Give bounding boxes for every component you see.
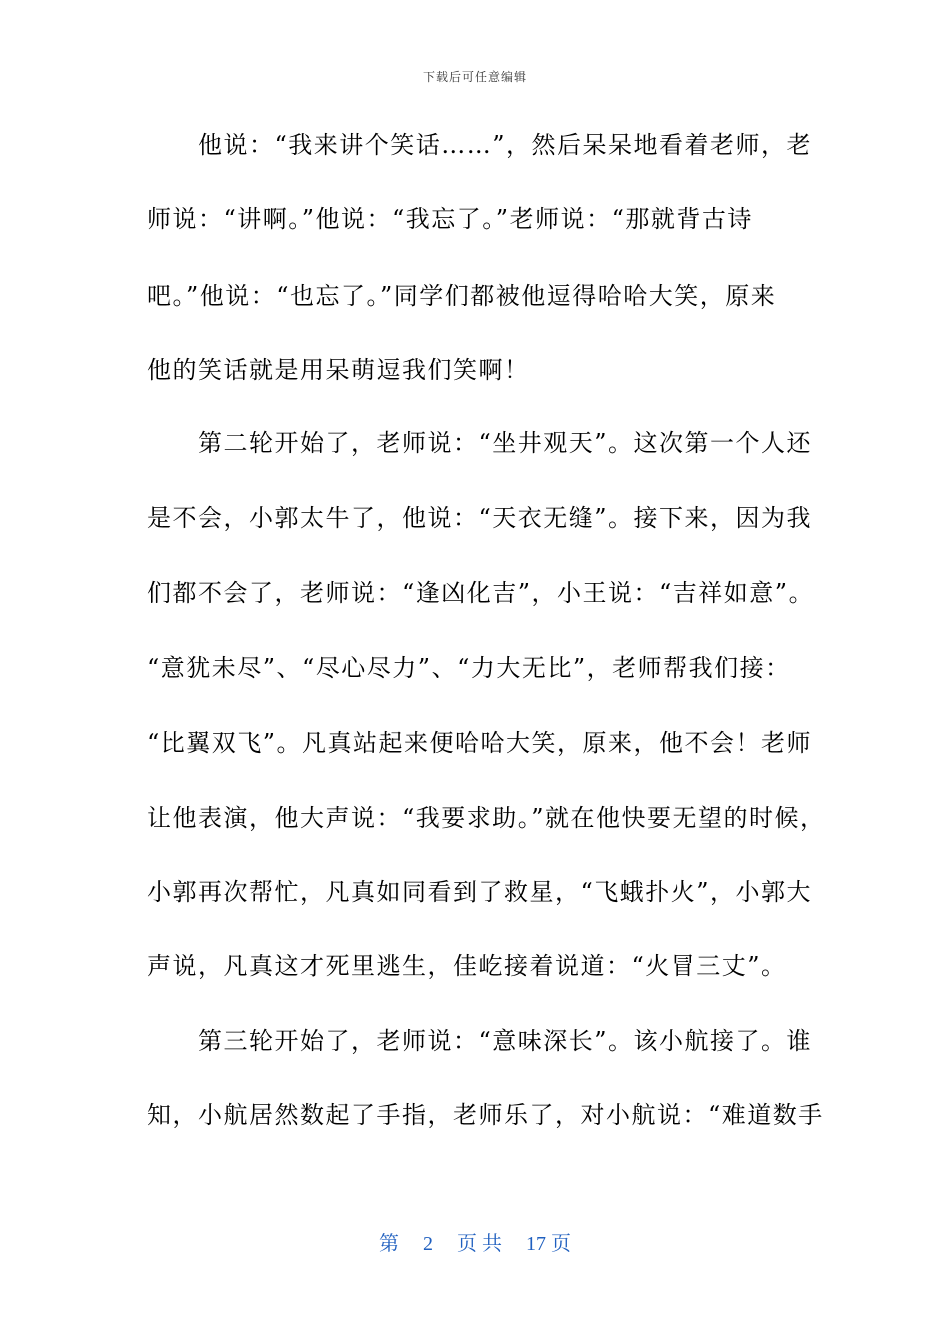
text-line: 他说：“我来讲个笑话……”，然后呆呆地看着老师，老 — [147, 131, 813, 159]
text-line: 第三轮开始了，老师说：“意味深长”。该小航接了。谁 — [147, 1027, 813, 1055]
text-line: 们都不会了，老师说：“逢凶化吉”，小王说：“吉祥如意”。 — [147, 579, 815, 607]
text-line: 让他表演，他大声说：“我要求助。”就在他快要无望的时候， — [147, 804, 826, 832]
text-line: “意犹未尽”、“尽心尽力”、“力大无比”，老师帮我们接： — [147, 654, 791, 682]
footer-prefix: 第 — [379, 1233, 399, 1255]
footer-suffix: 页 — [551, 1233, 571, 1255]
footer-middle: 页 共 — [457, 1233, 502, 1255]
text-line: 是不会，小郭太牛了，他说：“天衣无缝”。接下来，因为我 — [147, 504, 813, 532]
text-line: 声说，凡真这才死里逃生，佳屹接着说道：“火冒三丈”。 — [147, 952, 787, 980]
page-footer — [0, 1227, 950, 1256]
text-line: 第二轮开始了，老师说：“坐井观天”。这次第一个人还 — [147, 429, 813, 457]
text-line: 小郭再次帮忙，凡真如同看到了救星，“飞蛾扑火”，小郭大 — [147, 878, 813, 906]
text-line: 他的笑话就是用呆萌逗我们笑啊！ — [147, 356, 530, 384]
header-note: 下载后可任意编辑 — [422, 70, 527, 84]
footer-page-number: 2 — [423, 1233, 433, 1255]
text-line: 师说：“讲啊。”他说：“我忘了。”老师说：“那就背古诗 — [147, 205, 753, 233]
footer-total-pages: 17 — [526, 1233, 546, 1255]
text-line: “比翼双飞”。凡真站起来便哈哈大笑，原来，他不会！老师 — [147, 729, 813, 757]
text-line: 吧。”他说：“也忘了。”同学们都被他逗得哈哈大笑，原来 — [147, 282, 777, 310]
text-line: 知，小航居然数起了手指，老师乐了，对小航说：“难道数手 — [147, 1101, 824, 1129]
